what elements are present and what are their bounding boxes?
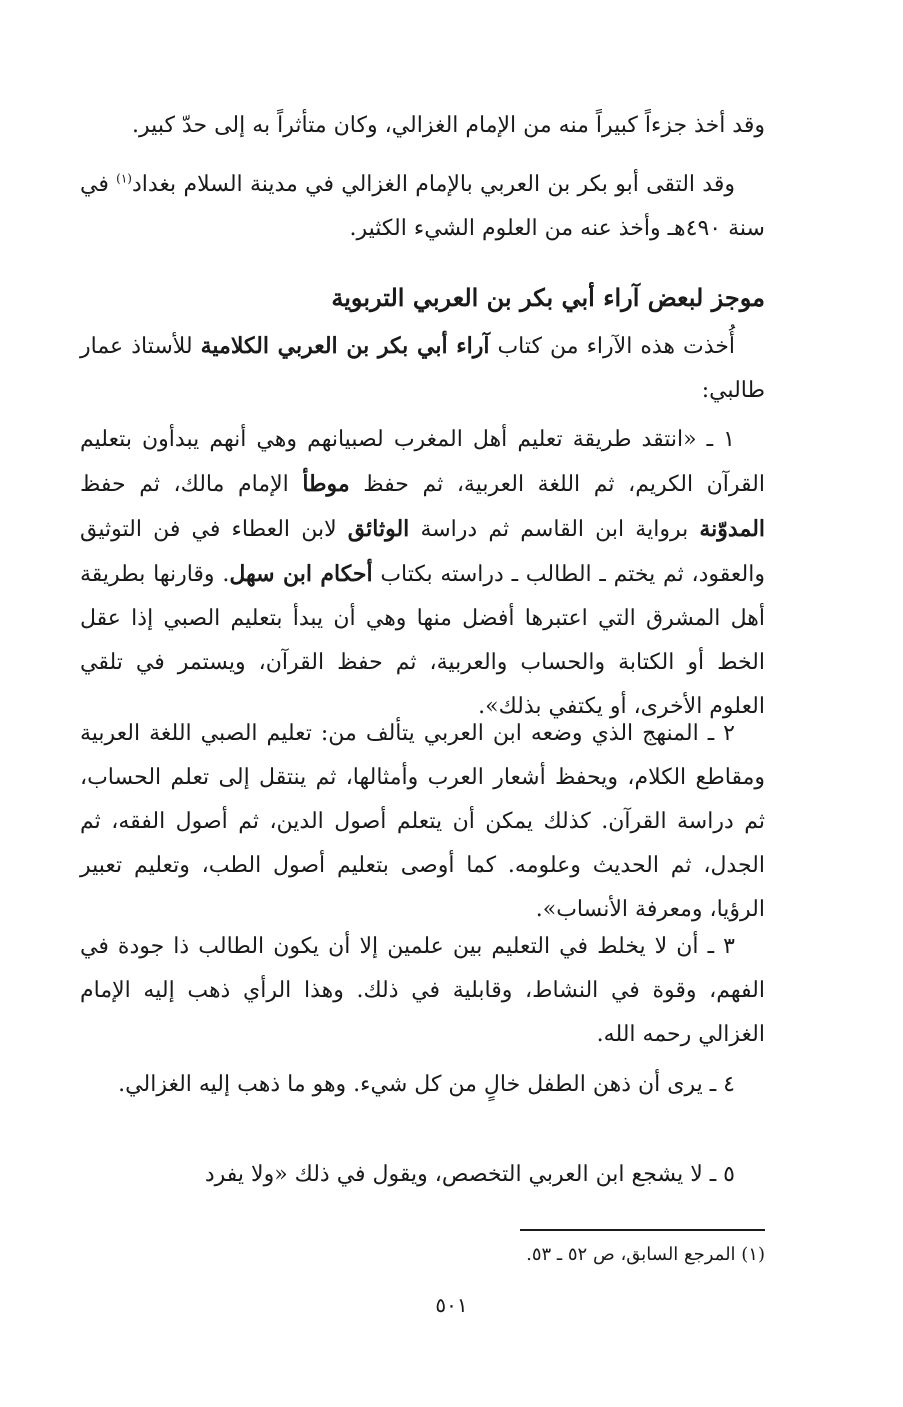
footnote: (١) المرجع السابق، ص ٥٢ ـ ٥٣. (526, 1244, 765, 1265)
item-text: ٢ ـ المنهج الذي وضعه ابن العربي يتألف من: تعليم الصبي اللغة العربية ومقاطع الكلام، ويحفظ أشعار العرب وأمثالها، ثم ينتقل إلى تعلم الحساب، ثم دراسة القرآن. كذلك يمكن أن يتعلم أصول الدين، ثم أصول الفقه، ثم الجدل، ثم الحديث وعلومه. كما أوصى بتعليم أصول الطب، وتعليم تعبير الرؤيا، ومعرفة الأنساب». (80, 721, 765, 922)
paragraph-meeting-baghdad (80, 163, 765, 251)
item-text: . وقارنها بطريقة أهل المشرق التي اعتبرها أفضل منها وهي أن يبدأ بتعليم الصبي إذا عقل الخط أو الكتابة والحساب والعربية، ثم حفظ القرآن، ويستمر في تلقي العلوم الأخرى، أو يكتفي بذلك». (80, 562, 765, 719)
footnote-ref: (١) (116, 171, 132, 186)
intro-text: للأستاذ عمار طالبي: (80, 334, 765, 403)
item-text: ٤ ـ يرى أن ذهن الطفل خالٍ من كل شيء. وهو ما ذهب إليه الغزالي. (118, 1072, 735, 1097)
item-text: ٥ ـ لا يشجع ابن العربي التخصص، ويقول في ذلك «ولا يفرد (204, 1162, 735, 1187)
paragraph-ghazali-influence (80, 104, 765, 148)
list-item-2 (80, 712, 765, 932)
intro-paragraph (80, 324, 765, 413)
page-number: ٥٠١ (435, 1293, 468, 1317)
book-title: أحكام ابن سهل (229, 561, 373, 587)
intro-text: أُخذت هذه الآراء من كتاب (489, 334, 735, 359)
list-item-4 (80, 1063, 765, 1107)
footnote-divider (520, 1229, 765, 1231)
book-title: المدوّنة (699, 516, 766, 542)
item-text: لابن العطاء في فن التوثيق والعقود، ثم يختم ـ الطالب ـ دراسته بكتاب (80, 517, 765, 587)
item-text: برواية ابن القاسم ثم دراسة (409, 517, 700, 542)
list-item-5 (80, 1153, 765, 1197)
list-item-3 (80, 925, 765, 1057)
paragraph-text: وقد التقى أبو بكر بن العربي بالإمام الغزالي في مدينة السلام بغداد (131, 172, 735, 197)
section-heading: موجز لبعض آراء أبي بكر بن العربي التربوية (331, 283, 765, 312)
item-text: ٣ ـ أن لا يخلط في التعليم بين علمين إلا أن يكون الطالب ذا جودة في الفهم، وقوة في النشاط، وقابلية في ذلك. وهذا الرأي ذهب إليه الإمام الغزالي رحمه الله. (80, 934, 765, 1047)
paragraph-text: في سنة ٤٩٠هـ وأخذ عنه من العلوم الشيء الكثير. (80, 172, 765, 241)
book-title: موطأ (302, 471, 350, 497)
book-title: آراء أبي بكر بن العربي الكلامية (200, 333, 490, 359)
paragraph-text: وقد أخذ جزءاً كبيراً منه من الإمام الغزالي، وكان متأثراً به إلى حدّ كبير. (132, 113, 765, 138)
list-item-1 (80, 418, 765, 729)
item-text: ١ ـ «انتقد طريقة تعليم أهل المغرب لصبيانهم وهي أنهم يبدأون بتعليم القرآن الكريم، ثم اللغة العربية، ثم حفظ (80, 427, 765, 497)
book-title: الوثائق (347, 516, 410, 542)
item-text: الإمام مالك، ثم حفظ (80, 472, 303, 497)
